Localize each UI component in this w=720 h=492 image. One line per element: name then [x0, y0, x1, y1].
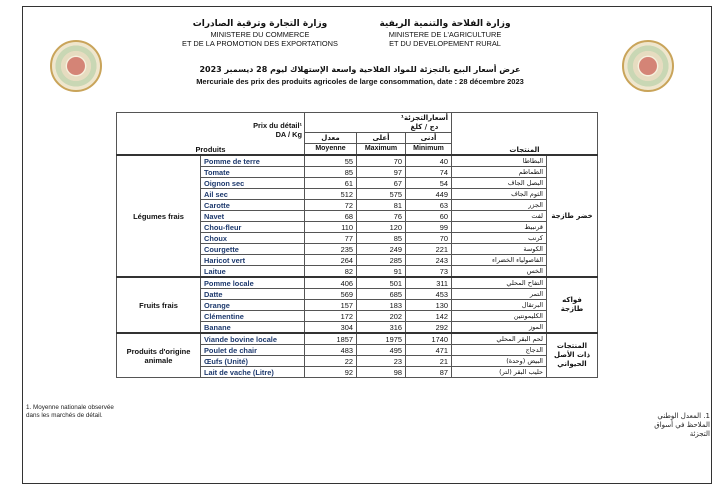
price-maximum: 120 — [357, 222, 406, 233]
price-maximum: 1975 — [357, 333, 406, 345]
ministry-commerce-fr2: ET DE LA PROMOTION DES EXPORTATIONS — [182, 39, 338, 48]
product-name-fr: Lait de vache (Litre) — [201, 367, 305, 378]
head-unit-fr: DA / Kg — [275, 130, 302, 139]
price-maximum: 202 — [357, 311, 406, 322]
price-minimum: 130 — [406, 300, 452, 311]
price-maximum: 76 — [357, 211, 406, 222]
price-maximum: 575 — [357, 189, 406, 200]
product-name-ar: قرنبيط — [452, 222, 547, 233]
head-retail-fr: Prix du détail¹ — [253, 121, 302, 130]
price-moyenne: 85 — [305, 167, 357, 178]
price-maximum: 495 — [357, 345, 406, 356]
price-maximum: 23 — [357, 356, 406, 367]
price-minimum: 21 — [406, 356, 452, 367]
product-name-ar: التمر — [452, 289, 547, 300]
price-minimum: 142 — [406, 311, 452, 322]
price-maximum: 501 — [357, 277, 406, 289]
product-name-fr: Clémentine — [201, 311, 305, 322]
head-retail-ar: أسعارالتجزئة¹ — [400, 113, 448, 122]
product-name-fr: Orange — [201, 300, 305, 311]
product-name-ar: الثوم الجاف — [452, 189, 547, 200]
price-maximum: 85 — [357, 233, 406, 244]
product-name-fr: Navet — [201, 211, 305, 222]
product-name-ar: حليب البقر (لتر) — [452, 367, 547, 378]
price-maximum: 685 — [357, 289, 406, 300]
product-name-fr: Courgette — [201, 244, 305, 255]
product-name-fr: Pomme locale — [201, 277, 305, 289]
col-produits: Produits — [195, 145, 226, 154]
price-minimum: 292 — [406, 322, 452, 334]
header-left — [160, 19, 360, 48]
col-min-ar: أدنى — [406, 133, 452, 144]
price-minimum: 311 — [406, 277, 452, 289]
product-name-ar: الطماطم — [452, 167, 547, 178]
price-moyenne: 72 — [305, 200, 357, 211]
category-label-ar: فواكه طازجة — [547, 277, 598, 333]
ministry-agriculture-seal-icon — [622, 40, 674, 92]
product-name-ar: الجزر — [452, 200, 547, 211]
price-maximum: 249 — [357, 244, 406, 255]
ministry-agriculture-ar: وزارة الفلاحة والتنمية الريفية — [379, 19, 511, 29]
col-max: Maximum — [357, 144, 406, 156]
price-minimum: 74 — [406, 167, 452, 178]
product-name-fr: Poulet de chair — [201, 345, 305, 356]
price-moyenne: 406 — [305, 277, 357, 289]
product-name-ar: الدجاج — [452, 345, 547, 356]
head-unit-ar: دج / كلغ — [410, 122, 439, 131]
product-name-ar: لحم البقر المحلي — [452, 333, 547, 345]
price-minimum: 70 — [406, 233, 452, 244]
product-name-fr: Viande bovine locale — [201, 333, 305, 345]
price-minimum: 1740 — [406, 333, 452, 345]
ministry-agriculture-fr1: MINISTERE DE L'AGRICULTURE — [388, 30, 502, 39]
category-label-ar: المنتجات ذات الأصل الحيواني — [547, 333, 598, 378]
table-row — [117, 333, 598, 345]
price-minimum: 60 — [406, 211, 452, 222]
ministry-commerce-ar: وزارة التجارة وترقية الصادرات — [192, 19, 328, 29]
product-name-ar: الفاصولياء الخضراء — [452, 255, 547, 266]
product-name-fr: Œufs (Unité) — [201, 356, 305, 367]
price-maximum: 97 — [357, 167, 406, 178]
product-name-fr: Carotte — [201, 200, 305, 211]
product-name-fr: Banane — [201, 322, 305, 334]
price-moyenne: 264 — [305, 255, 357, 266]
price-minimum: 63 — [406, 200, 452, 211]
price-maximum: 285 — [357, 255, 406, 266]
price-moyenne: 483 — [305, 345, 357, 356]
product-name-ar: التفاح المحلي — [452, 277, 547, 289]
price-moyenne: 22 — [305, 356, 357, 367]
product-name-fr: Tomate — [201, 167, 305, 178]
table-row — [117, 277, 598, 289]
price-minimum: 99 — [406, 222, 452, 233]
price-moyenne: 68 — [305, 211, 357, 222]
product-name-ar: البرتقال — [452, 300, 547, 311]
price-moyenne: 172 — [305, 311, 357, 322]
price-moyenne: 157 — [305, 300, 357, 311]
title-fr: Mercuriale des prix des produits agricoles de large consommation, date : 28 décembre 2023 — [196, 77, 524, 86]
price-minimum: 87 — [406, 367, 452, 378]
ministry-commerce-fr1: MINISTERE DU COMMERCE — [210, 30, 310, 39]
category-label: Produits d'origine animale — [117, 333, 201, 378]
product-name-fr: Choux — [201, 233, 305, 244]
category-label: Fruits frais — [117, 277, 201, 333]
product-name-ar: كرنب — [452, 233, 547, 244]
price-minimum: 221 — [406, 244, 452, 255]
price-moyenne: 61 — [305, 178, 357, 189]
price-maximum: 91 — [357, 266, 406, 278]
product-name-ar: البيض (وحدة) — [452, 356, 547, 367]
price-maximum: 98 — [357, 367, 406, 378]
price-minimum: 54 — [406, 178, 452, 189]
category-label: Légumes frais — [117, 155, 201, 277]
footnote-fr: 1. Moyenne nationale observée dans les marchés de détail. — [26, 404, 114, 419]
price-moyenne: 110 — [305, 222, 357, 233]
category-label-ar: خضر طازجة — [547, 155, 598, 277]
header-right — [360, 19, 530, 48]
price-maximum: 70 — [357, 155, 406, 167]
product-name-ar: الموز — [452, 322, 547, 334]
table-body — [117, 155, 598, 378]
price-maximum: 67 — [357, 178, 406, 189]
price-moyenne: 82 — [305, 266, 357, 278]
ministry-commerce-seal-icon — [50, 40, 102, 92]
col-moyenne-ar: معدل — [305, 133, 357, 144]
price-maximum: 81 — [357, 200, 406, 211]
col-max-ar: أعلى — [357, 133, 406, 144]
product-name-fr: Laitue — [201, 266, 305, 278]
col-moyenne: Moyenne — [305, 144, 357, 156]
price-moyenne: 512 — [305, 189, 357, 200]
product-name-fr: Pomme de terre — [201, 155, 305, 167]
col-products-ar: المنتجات — [509, 146, 540, 154]
price-minimum: 453 — [406, 289, 452, 300]
product-name-fr: Chou-fleur — [201, 222, 305, 233]
product-name-fr: Haricot vert — [201, 255, 305, 266]
table-row — [117, 155, 598, 167]
footnote-ar: 1. المعدل الوطني الملاحظ في أسواق التجزئة — [654, 412, 710, 438]
price-table — [116, 112, 598, 378]
price-moyenne: 1857 — [305, 333, 357, 345]
price-moyenne: 92 — [305, 367, 357, 378]
price-maximum: 316 — [357, 322, 406, 334]
price-minimum: 73 — [406, 266, 452, 278]
product-name-ar: البصل الجاف — [452, 178, 547, 189]
ministry-agriculture-fr2: ET DU DEVELOPEMENT RURAL — [389, 39, 501, 48]
product-name-fr: Oignon sec — [201, 178, 305, 189]
price-maximum: 183 — [357, 300, 406, 311]
price-moyenne: 569 — [305, 289, 357, 300]
product-name-ar: لفت — [452, 211, 547, 222]
title-ar: عرض أسعار البيع بالتجزئة للمواد الفلاحية واسعة الإستهلاك ليوم 28 ديسمبر 2023 — [199, 65, 521, 74]
product-name-fr: Ail sec — [201, 189, 305, 200]
col-min: Minimum — [406, 144, 452, 156]
price-minimum: 40 — [406, 155, 452, 167]
price-moyenne: 235 — [305, 244, 357, 255]
product-name-ar: الخس — [452, 266, 547, 278]
product-name-fr: Datte — [201, 289, 305, 300]
product-name-ar: البطاطا — [452, 155, 547, 167]
price-moyenne: 55 — [305, 155, 357, 167]
price-minimum: 471 — [406, 345, 452, 356]
price-moyenne: 304 — [305, 322, 357, 334]
product-name-ar: الكليمونتين — [452, 311, 547, 322]
price-minimum: 449 — [406, 189, 452, 200]
price-moyenne: 77 — [305, 233, 357, 244]
product-name-ar: الكوسة — [452, 244, 547, 255]
price-minimum: 243 — [406, 255, 452, 266]
